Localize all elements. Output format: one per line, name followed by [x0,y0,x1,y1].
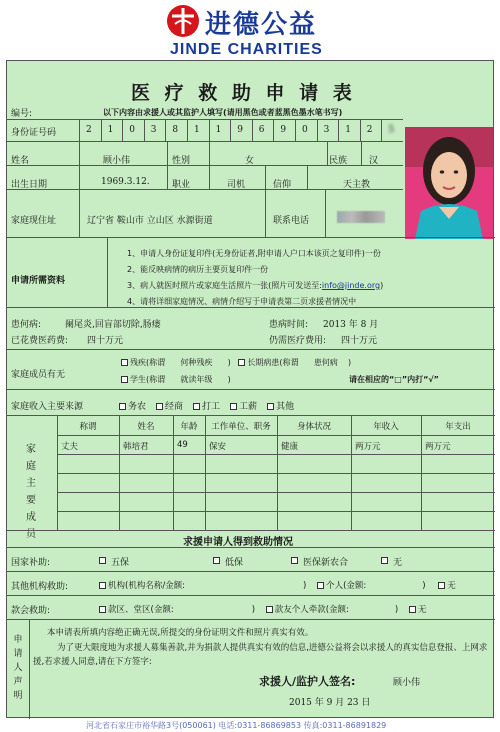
table-cell: 韩培君 [123,442,149,452]
email-link[interactable]: info@jinde.org [321,281,381,290]
form-instruction: 以下内容由求援人或其监护人填写(请用黑色或者蓝黑色墨水笔书写) [103,108,343,117]
disability-type: 何种残疾 [180,358,213,367]
spent-value: 四十万元 [87,336,124,346]
disabled-option: 残疾(称谓 [130,358,166,367]
chronic-option: 长期病患(称谓 [247,358,299,367]
table-cell: 49 [177,440,188,450]
declaration-side-char: 明 [13,691,23,701]
family-side-char: 成 [26,512,36,523]
table-header: 姓名 [137,422,155,432]
income-checkbox[interactable] [267,403,274,410]
application-form [6,60,494,718]
table-cell: 丈夫 [61,442,79,452]
birth-label: 出生日期 [11,180,48,190]
declaration-side-label [10,633,26,703]
parish-option: 款区、堂区(金额: [108,605,174,615]
income-checkbox[interactable] [193,403,200,410]
ethnicity-value: 汉 [369,156,379,166]
illness-time-value: 2013 年 8 月 [323,320,379,330]
parish-close: ) [251,605,256,615]
income-option: 打工 [202,402,221,412]
family-side-char: 家 [26,444,36,455]
id-digit: 1 [345,125,351,135]
national-aid-option: 五保 [111,558,130,568]
declaration-side-char: 人 [13,663,23,673]
student-option: 学生(称谓 [130,375,166,384]
income-checkbox[interactable] [119,403,126,410]
donation-none-option: 无 [417,605,427,615]
declaration-line-1: 本申请表所填内容绝正确无误,所提交的身份证明文件和照片真实有效。 [47,628,314,638]
income-source-options [119,399,294,412]
materials-item-3-tail: ) [380,281,384,290]
family-members-line-2 [121,374,231,385]
disabled-close: ) [227,358,231,367]
brand-name-cn: 进德公益 [205,10,318,40]
friend-close: ) [394,605,399,615]
national-aid-option: 无 [393,558,403,568]
illness-label: 患何病: [11,320,42,330]
income-option: 经商 [165,402,184,412]
phone-label: 联系电话 [273,216,310,226]
org-option: 机构(机构名称/金额: [108,581,186,591]
org-close: ) [303,581,307,591]
parish-checkbox[interactable] [99,606,106,613]
national-aid-checkbox[interactable] [213,557,220,564]
materials-item-1: 1、申请人身份证复印件(无身份证者,附申请人户口本该页之复印件)一份 [127,249,381,258]
illness-value: 阑尾炎,回盲部切除,肠瘘 [65,320,161,330]
birth-value: 1969.3.12. [101,177,150,187]
other-none-option: 无 [447,581,456,591]
declaration-date: 2015 年 9 月 23 日 [289,698,371,708]
id-digit: 3 [150,125,157,135]
materials-item-2: 2、能反映病情的病历主要页复印件一份 [127,265,269,274]
id-digit: 5 [388,125,395,135]
chronic-close: ) [347,358,352,367]
id-digit: 9 [280,125,287,135]
family-side-char: 员 [26,529,36,540]
materials-label: 申请所需资料 [11,276,66,286]
applicant-photo [405,127,493,239]
need-label: 仍需医疗费用: [269,336,327,346]
job-value: 司机 [227,180,246,190]
phone-redacted [337,211,385,223]
id-digit: 9 [237,125,243,135]
job-label: 职业 [172,180,191,190]
table-header: 年支出 [445,422,471,432]
student-close: ) [227,375,231,384]
id-label: 身份证号码 [11,128,57,138]
id-digit: 1 [194,125,200,135]
donation-none-checkbox[interactable] [409,606,416,613]
family-members-line-1 [121,357,351,368]
org-checkbox[interactable] [99,582,106,589]
id-digit: 0 [302,125,308,135]
table-header: 年龄 [180,422,198,432]
need-value: 四十万元 [341,336,378,346]
donation-aid-options [99,603,426,615]
disabled-checkbox[interactable] [121,359,128,366]
income-checkbox[interactable] [230,403,237,410]
illness-time-label: 患病时间: [269,320,309,330]
form-title: 医 疗 救 助 申 请 表 [131,82,356,104]
table-header: 称谓 [79,422,97,432]
individual-checkbox[interactable] [317,582,324,589]
gender-value: 女 [245,156,255,166]
table-header: 工作单位、职务 [211,422,271,432]
aid-section-title: 求援申请人得到救助情况 [183,537,293,548]
national-aid-label: 国家补助: [11,558,51,568]
declaration-side-char: 申 [13,635,23,645]
brand-name-en: JINDE CHARITIES [170,41,323,58]
id-digit: 2 [86,125,92,135]
id-digit: 1 [107,125,114,135]
name-value: 顾小伟 [103,156,131,166]
other-org-aid-label: 其他机构救助: [11,582,69,592]
id-digit: 1 [215,125,222,135]
spent-label: 已花费医药费: [11,336,69,346]
family-side-char: 主 [26,478,36,489]
other-org-aid-options [99,579,456,591]
national-aid-checkbox[interactable] [99,557,106,564]
friend-option: 款友个人牵款(金额: [274,605,349,615]
ethnicity-label: 民族 [329,156,348,166]
address-label: 家庭现住址 [11,216,57,226]
id-digit: 8 [172,125,179,135]
donation-aid-label: 款会救助: [11,606,51,616]
materials-item-4: 4、请将详细家庭情况、病情介绍写于申请表第二页求援者情况中 [127,297,357,306]
chronic-disease: 患何病 [313,358,338,367]
id-digit: 0 [129,125,135,135]
income-option: 务农 [128,402,147,412]
national-aid-option: 低保 [225,558,244,568]
table-cell: 健康 [281,442,299,452]
table-cell: 两万元 [425,442,451,452]
other-none-checkbox[interactable] [438,582,445,589]
declaration-side-char: 声 [13,677,23,687]
income-option: 工薪 [239,402,258,412]
signature-label: 求援人/监护人签名: [259,675,356,688]
table-cell: 两万元 [355,442,381,452]
chronic-checkbox[interactable] [238,359,245,366]
id-digit: 3 [323,125,330,135]
family-table-side-label [23,441,39,543]
friend-checkbox[interactable] [266,606,273,613]
income-checkbox[interactable] [156,403,163,410]
address-value: 辽宁省 鞍山市 立山区 水源街道 [87,216,213,226]
jinde-logo-icon [166,4,200,38]
serial-label: 编号: [11,109,33,119]
declaration-side-char: 请 [13,649,23,659]
belief-value: 天主教 [343,180,371,190]
materials-item-3-text: 3、病人就医时照片或家庭生活照片一张(照片可发送至: [127,281,322,290]
table-header: 身体状况 [296,422,331,432]
signature-value: 顾小伟 [393,678,421,688]
income-source-label: 家庭收入主要来源 [11,402,84,412]
table-cell: 保安 [209,442,227,452]
income-option: 其他 [276,402,295,412]
student-checkbox[interactable] [121,376,128,383]
gender-label: 性别 [172,156,191,166]
family-side-char: 要 [26,495,36,506]
id-digit: 6 [258,125,265,135]
declaration-line-2: 为了更大限度地为求援人募集善款,并为捐款人提供真实有效的信息,进德公益将会以求援人的真实信息登报、上网求援,若求援人同意,请在下方签字: [33,643,488,667]
individual-close: ) [422,581,426,591]
table-header: 年收入 [373,422,399,432]
checkbox-hint: 请在相应的“□”内打“√” [349,375,439,384]
national-aid-checkbox[interactable] [381,557,388,564]
national-aid-option: 医保新农合 [303,558,349,568]
footer-address: 河北省石家庄市裕华路3号(050061) 电话:0311-86869853 传真:0311-86891829 [86,721,387,730]
family-members-label: 家庭成员有无 [11,370,66,380]
id-digit: 2 [366,125,373,135]
belief-label: 信仰 [273,180,292,190]
national-aid-checkbox[interactable] [291,557,298,564]
name-label: 姓名 [11,156,30,166]
grade-label: 就读年级 [180,375,213,384]
individual-option: 个人(金额: [326,581,367,591]
family-side-char: 庭 [26,461,36,472]
materials-item-3 [127,280,383,291]
